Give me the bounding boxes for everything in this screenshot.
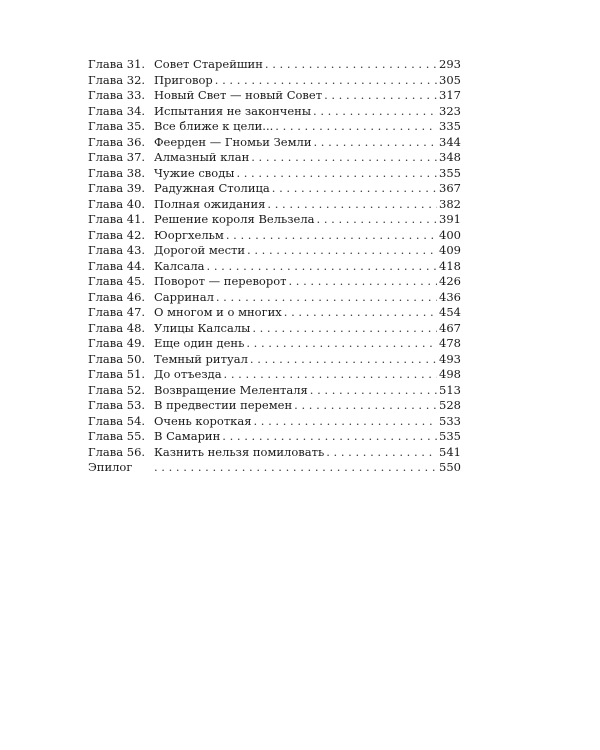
- table-of-contents: [88, 57, 461, 476]
- toc-entry[interactable]: [88, 212, 461, 228]
- chapter-title: Казнить нельзя помиловать: [154, 444, 325, 459]
- dot-leader: [317, 212, 438, 228]
- toc-entry[interactable]: [88, 445, 461, 461]
- page-number: 550: [439, 460, 461, 474]
- chapter-label: Глава 32.: [88, 72, 146, 87]
- page-number: 418: [439, 258, 461, 273]
- dot-leader: [284, 305, 437, 321]
- toc-entry[interactable]: [88, 88, 461, 104]
- chapter-title: Улицы Калсалы: [154, 320, 251, 335]
- toc-entry[interactable]: [88, 166, 461, 182]
- chapter-title: До отъезда: [154, 367, 222, 381]
- toc-entry[interactable]: [88, 57, 461, 73]
- chapter-title: Феерден — Гномьи Земли: [154, 134, 312, 149]
- page-number: 305: [439, 72, 461, 87]
- dot-leader: [207, 259, 438, 275]
- dot-leader: [275, 119, 437, 135]
- dot-leader: [226, 228, 437, 244]
- toc-entry[interactable]: [88, 104, 461, 120]
- chapter-label: Глава 49.: [88, 336, 146, 350]
- page-number: 513: [439, 382, 461, 397]
- dot-leader: [265, 57, 437, 73]
- toc-entry[interactable]: [88, 336, 461, 352]
- page-number: 541: [439, 444, 461, 459]
- chapter-label: Глава 45.: [88, 274, 146, 288]
- page-number: 400: [439, 227, 461, 242]
- toc-entry[interactable]: [88, 383, 461, 399]
- page-number: 355: [439, 165, 461, 180]
- toc-entry[interactable]: [88, 135, 461, 151]
- chapter-label: Глава 48.: [88, 320, 146, 335]
- chapter-title: Калсала: [154, 258, 205, 273]
- chapter-title: Дорогой мести: [154, 243, 246, 257]
- chapter-label: Глава 55.: [88, 429, 146, 443]
- page-number: 344: [439, 134, 461, 149]
- page-number: 317: [439, 88, 461, 102]
- chapter-label: Глава 47.: [88, 305, 146, 319]
- chapter-label: Глава 41.: [88, 212, 146, 226]
- dot-leader: [326, 445, 437, 461]
- page-number: 454: [439, 305, 461, 319]
- chapter-title: О многом и о многих: [154, 305, 282, 319]
- toc-entry[interactable]: [88, 259, 461, 275]
- page-number: 535: [439, 429, 461, 443]
- chapter-label: Глава 40.: [88, 196, 146, 211]
- dot-leader: [246, 336, 437, 352]
- epilog-label: Эпилог: [88, 460, 133, 474]
- chapter-title: Алмазный клан: [154, 150, 250, 164]
- dot-leader: [247, 243, 437, 259]
- page-number: 533: [439, 413, 461, 428]
- page-number: 348: [439, 150, 461, 164]
- chapter-label: Глава 35.: [88, 119, 146, 133]
- chapter-title: Приговор: [154, 72, 213, 87]
- dot-leader: [313, 104, 437, 120]
- chapter-label: Глава 37.: [88, 150, 146, 164]
- chapter-title: Поворот — переворот: [154, 274, 287, 288]
- chapter-label: Глава 51.: [88, 367, 146, 381]
- chapter-label: Глава 36.: [88, 134, 146, 149]
- chapter-label: Глава 34.: [88, 103, 146, 118]
- toc-entry[interactable]: [88, 181, 461, 197]
- toc-entry[interactable]: [88, 73, 461, 89]
- toc-entry[interactable]: [88, 305, 461, 321]
- toc-entry-epilog[interactable]: [88, 460, 461, 476]
- toc-entry[interactable]: [88, 367, 461, 383]
- chapter-title: Совет Старейшин: [154, 57, 263, 71]
- toc-entry[interactable]: [88, 150, 461, 166]
- dot-leader: [216, 290, 437, 306]
- chapter-title: Полная ожидания: [154, 196, 266, 211]
- dot-leader: [294, 398, 437, 414]
- toc-entry[interactable]: [88, 197, 461, 213]
- chapter-title: Юоргхельм: [154, 227, 224, 242]
- chapter-label: Глава 56.: [88, 444, 146, 459]
- dot-leader: [236, 166, 437, 182]
- page-number: 382: [439, 196, 461, 211]
- dot-leader: [253, 414, 437, 430]
- chapter-title: Еще один день: [154, 336, 245, 350]
- dot-leader: [289, 274, 438, 290]
- dot-leader: [252, 321, 437, 337]
- chapter-title: Чужие своды: [154, 165, 235, 180]
- toc-entry[interactable]: [88, 321, 461, 337]
- chapter-label: Глава 33.: [88, 88, 146, 102]
- chapter-label: Глава 53.: [88, 398, 146, 412]
- page-number: 293: [439, 57, 461, 71]
- chapter-label: Глава 39.: [88, 181, 146, 195]
- chapter-label: Глава 38.: [88, 165, 146, 180]
- dot-leader: [310, 383, 437, 399]
- page-number: 335: [439, 119, 461, 133]
- dot-leader: [324, 88, 437, 104]
- dot-leader: [251, 150, 437, 166]
- chapter-label: Глава 54.: [88, 413, 146, 428]
- toc-entry[interactable]: [88, 274, 461, 290]
- chapter-title: Решение короля Вельзела: [154, 212, 315, 226]
- page-number: 436: [439, 289, 461, 304]
- page-number: 323: [439, 103, 461, 118]
- chapter-label: Глава 50.: [88, 351, 146, 366]
- chapter-title: Радужная Столица: [154, 181, 270, 195]
- chapter-label: Глава 43.: [88, 243, 146, 257]
- toc-entry[interactable]: [88, 119, 461, 135]
- page-number: 409: [439, 243, 461, 257]
- chapter-title: Возвращение Меленталя: [154, 382, 308, 397]
- chapter-label: Глава 44.: [88, 258, 146, 273]
- page-number: 426: [439, 274, 461, 288]
- page-number: 493: [439, 351, 461, 366]
- toc-entry[interactable]: [88, 429, 461, 445]
- toc-entry[interactable]: [88, 398, 461, 414]
- chapter-title: Все ближе к цели...: [154, 119, 274, 133]
- toc-entry[interactable]: [88, 352, 461, 368]
- toc-entry[interactable]: [88, 228, 461, 244]
- dot-leader: [314, 135, 438, 151]
- dot-leader: [154, 460, 437, 476]
- chapter-title: Очень короткая: [154, 413, 252, 428]
- chapter-title: Сарринал: [154, 289, 214, 304]
- dot-leader: [222, 429, 437, 445]
- dot-leader: [267, 197, 437, 213]
- chapter-label: Глава 42.: [88, 227, 146, 242]
- page-number: 528: [439, 398, 461, 412]
- toc-entry[interactable]: [88, 243, 461, 259]
- chapter-title: В Самарин: [154, 429, 221, 443]
- toc-entry[interactable]: [88, 290, 461, 306]
- chapter-title: Темный ритуал: [154, 351, 248, 366]
- page-number: 498: [439, 367, 461, 381]
- dot-leader: [272, 181, 437, 197]
- dot-leader: [224, 367, 438, 383]
- page-number: 391: [439, 212, 461, 226]
- chapter-label: Глава 46.: [88, 289, 146, 304]
- chapter-title: Новый Свет — новый Совет: [154, 88, 323, 102]
- dot-leader: [215, 73, 437, 89]
- chapter-label: Глава 52.: [88, 382, 146, 397]
- page-number: 478: [439, 336, 461, 350]
- page-number: 367: [439, 181, 461, 195]
- page-number: 467: [439, 320, 461, 335]
- toc-entry[interactable]: [88, 414, 461, 430]
- chapter-title: Испытания не закончены: [154, 103, 312, 118]
- dot-leader: [250, 352, 437, 368]
- chapter-title: В предвестии перемен: [154, 398, 293, 412]
- chapter-label: Глава 31.: [88, 57, 146, 71]
